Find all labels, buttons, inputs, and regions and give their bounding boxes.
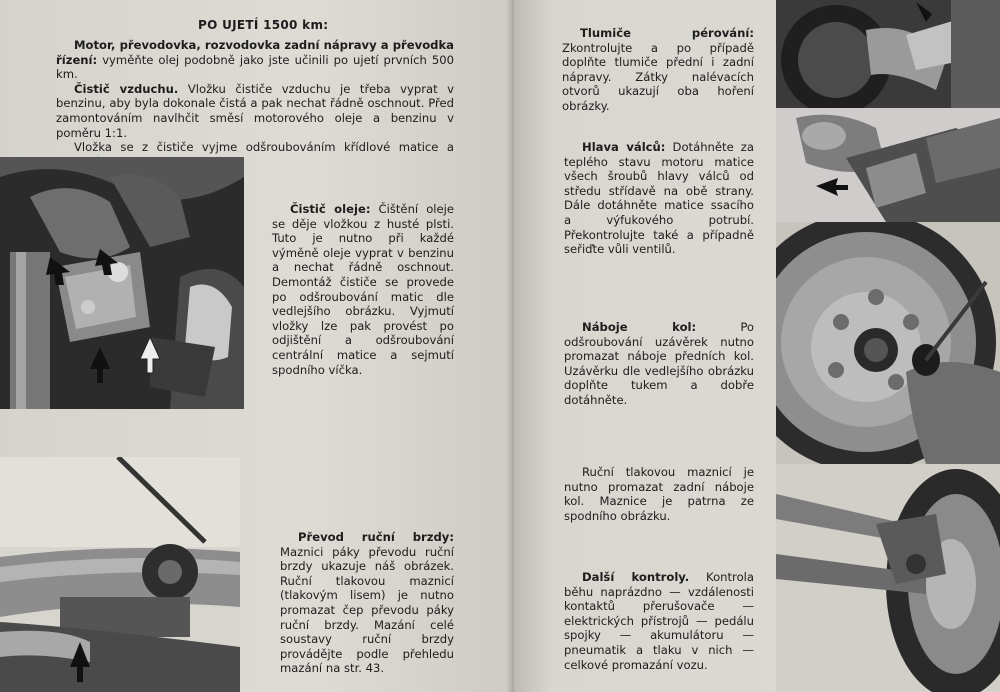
label-cylinder-head: Hlava válců:	[582, 140, 666, 154]
label-oil-filter: Čistič oleje:	[290, 202, 371, 216]
right-page	[514, 0, 1000, 692]
text-engine: vyměňte olej podobně jako jste učinili po ujetí prvních 500 km.	[56, 52, 454, 82]
text-air-cleaner: Vložku čističe vzduchu je třeba vyprat v benzinu, aby byla dokonale čistá a pak nechat řádně oschnout. Před zamontováním navlhčit směsí motorového oleje a benzinu v poměru 1:1.	[56, 81, 454, 140]
text-block-shock-absorbers	[562, 26, 754, 114]
label-hand-brake: Převod ruční brzdy:	[298, 530, 454, 544]
photo-rear-hub	[776, 464, 1000, 692]
label-air-cleaner: Čistič vzduchu.	[74, 81, 179, 96]
text-wheel-hubs: Po odšroubování uzávěrek nutno promazat náboje předních kol. Uzávěrku dle vedlejšího obrázku doplňte tukem a dobře dotáhněte.	[564, 320, 754, 407]
text-block-hand-brake	[280, 530, 454, 676]
text-block-wheel-hubs	[564, 320, 754, 408]
text-block-rear-hubs	[564, 465, 754, 523]
photo-wheel-hub	[776, 222, 1000, 464]
label-shock-absorbers: Tlumiče pérování:	[580, 26, 754, 40]
text-cylinder-head: Dotáhněte za teplého stavu motoru matice všech šroubů hlavy válců od středu střídavě na obě strany. Dále dotáhněte matice ssacího a výfukového potrubí. Překontrolujte také a případně seřiďte vůli ventilů.	[564, 140, 754, 257]
text-block-other-checks	[564, 570, 754, 672]
photo-oil-filter	[0, 157, 244, 409]
text-other-checks: Kontrola běhu naprázdno — vzdálenosti kontaktů přerušovače — elektrických přístrojů — pedálu spojky — akumulátoru — pneumatik a tlaku v nich — celkové promazání vozu.	[564, 570, 754, 672]
text-air-cleaner-2: Vložka se z čističe vyjme odšroubováním křídlové matice a	[74, 140, 454, 155]
label-engine: Motor, převodovka, rozvodovka zadní nápravy a převodka řízení:	[56, 38, 454, 67]
photo-front-shock	[776, 0, 1000, 108]
page-heading: PO UJETÍ 1500 km:	[198, 18, 329, 32]
text-hand-brake: Maznici páky převodu ruční brzdy ukazuje náš obrázek. Ruční tlakovou maznicí (tlakovým lisem) je nutno promazat čep převodu páky ruční brzdy. Mazání celé soustavy ruční brzdy provádějte podle přehledu mazání na str. 43.	[280, 544, 454, 676]
label-other-checks: Další kontroly.	[582, 570, 690, 584]
label-wheel-hubs: Náboje kol:	[582, 320, 697, 334]
text-oil-filter: Čištění oleje se děje vložkou z husté plsti. Tuto je nutno při každé výměně oleje vyprat v benzinu a nechat řádně oschnout. Demontáž čističe se provede po odšroubování matic dle vedlejšího obrázku. Vyjmutí vložky lze pak provést po odjištění a odšroubování centrální matice a sejmutí spodního víčka.	[272, 202, 454, 377]
text-block-engine-oil	[56, 38, 454, 169]
text-block-oil-filter	[272, 202, 454, 377]
text-rear-hubs: Ruční tlakovou maznicí je nutno promazat zadní náboje kol. Maznice je patrna ze spodního obrázku.	[564, 465, 754, 523]
text-shock-absorbers: Zkontrolujte a po případě doplňte tlumiče přední i zadní nápravy. Zátky nalévacích otvorů ukazují oba hoření obrázky.	[562, 40, 754, 113]
photo-hand-brake	[0, 457, 240, 692]
photo-rear-shock	[776, 108, 1000, 222]
text-block-cylinder-head	[564, 140, 754, 257]
